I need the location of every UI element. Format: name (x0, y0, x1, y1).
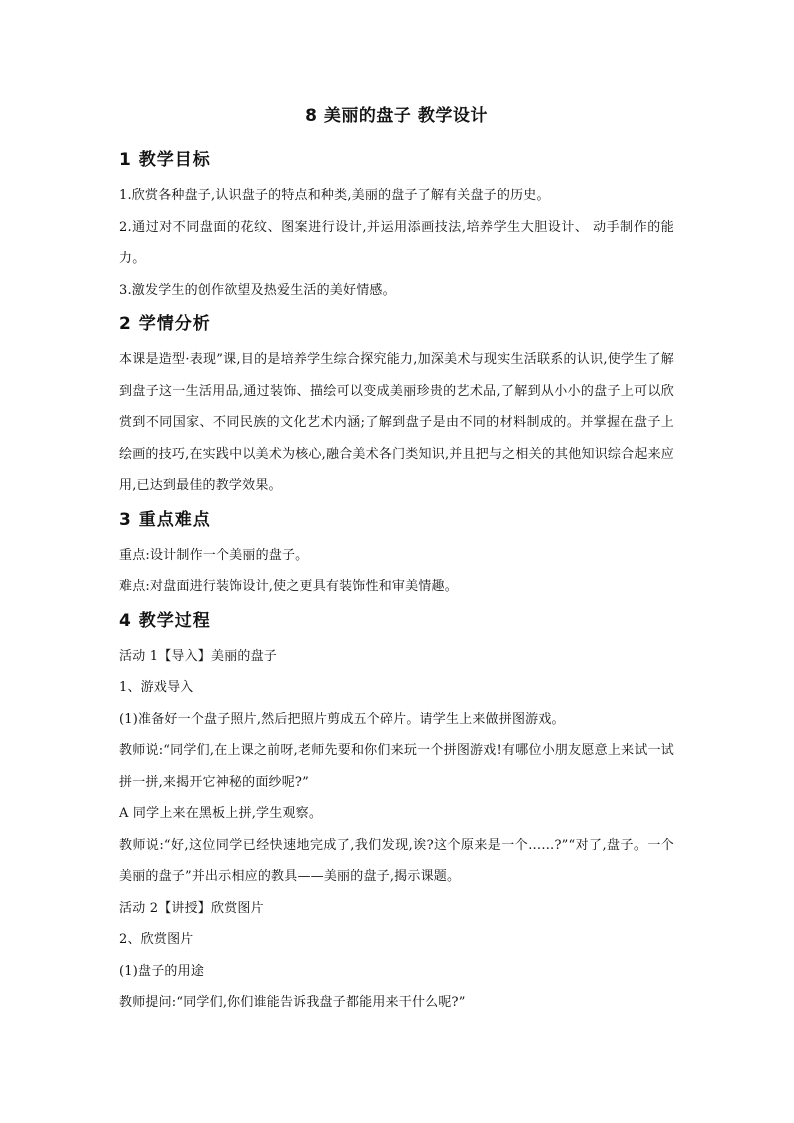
process-paragraph: 教师说:“同学们,在上课之前呀,老师先要和你们来玩一个拼图游戏!有哪位小朋友愿意上来试一试拼一拼,来揭开它神秘的面纱呢?” (119, 743, 674, 790)
process-paragraph: (1)盘子的用途 (119, 963, 205, 979)
difficult-point-item: 难点:对盘面进行装饰设计,使之更具有装饰性和审美情趣。 (119, 579, 458, 594)
section-heading: 3 重点难点 (119, 509, 211, 530)
analysis-paragraph: 本课是造型·表现”课,目的是培养学生综合探究能力,加深美术与现实生活联系的认识,使学生了解到盘子这一生活用品,通过装饰、描绘可以变成美丽珍贵的艺术品,了解到从小小的盘子上可以欣赏到不同国家、不同民族的文化艺术内涵;了解到盘子是由不同的材料制成的。并掌握在盘子上绘画的技巧,在实践中以美术为核心,融合美术各门类知识,并且把与之相关的其他知识综合起来应用,已达到最佳的教学效果。 (119, 352, 674, 493)
step-title: 1、游戏导入 (119, 680, 194, 695)
activity-title: 活动 1【导入】美丽的盘子 (119, 648, 278, 664)
goal-item: 1.欣赏各种盘子,认识盘子的特点和种类,美丽的盘子了解有关盘子的历史。 (119, 188, 550, 203)
goal-item: 2.通过对不同盘面的花纹、图案进行设计,并运用添画技法,培养学生大胆设计、 动手制作的能力。 (119, 219, 674, 266)
section-key-difficult-points (119, 508, 674, 603)
step-title: 2、欣赏图片 (119, 932, 194, 947)
document-title: 8 美丽的盘子 教学设计 (305, 106, 488, 126)
section-student-analysis (119, 312, 674, 502)
process-paragraph: 教师提问:“同学们,你们谁能告诉我盘子都能用来干什么呢?” (119, 995, 466, 1010)
section-heading: 1 教学目标 (119, 150, 211, 170)
activity-title: 活动 2【讲授】欣赏图片 (119, 900, 264, 916)
goal-item: 3.激发学生的创作欲望及热爱生活的美好情感。 (119, 282, 396, 298)
key-point-item: 重点:设计制作一个美丽的盘子。 (119, 547, 309, 563)
process-paragraph: 教师说:“好,这位同学已经快速地完成了,我们发现,诶?这个原来是一个……?”“对了,盘子。一个美丽的盘子”并出示相应的教具——美丽的盘子,揭示课题。 (119, 837, 674, 884)
section-teaching-process (119, 609, 674, 1019)
section-teaching-goals (119, 148, 674, 306)
section-heading: 2 学情分析 (119, 314, 211, 334)
section-heading: 4 教学过程 (119, 610, 211, 631)
process-paragraph: A 同学上来在黑板上拼,学生观察。 (119, 806, 323, 821)
process-paragraph: (1)准备好一个盘子照片,然后把照片剪成五个碎片。请学生上来做拼图游戏。 (119, 711, 565, 727)
